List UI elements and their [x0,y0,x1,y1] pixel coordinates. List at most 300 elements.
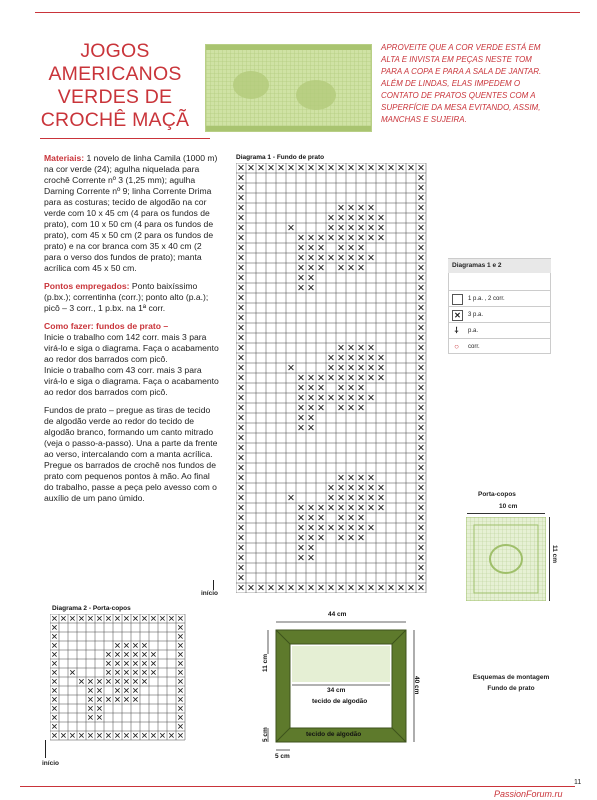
cross-stitch-mark: ✕ [297,383,305,395]
cross-stitch-mark: ✕ [95,712,104,723]
cross-stitch-mark: ✕ [307,383,315,395]
cross-stitch-mark: ✕ [417,473,425,485]
cross-stitch-mark: ✕ [122,667,131,678]
cross-stitch-mark: ✕ [327,393,335,405]
howto-p2: Inicie o trabalho com 43 corr. mais 3 para virá-lo e siga o diagrama. Faça o acabamento ao redor dos barrados com picô. [44,365,219,397]
cross-stitch-mark: ✕ [417,333,425,345]
cross-stitch-mark: ✕ [377,363,385,375]
title-underline [40,138,210,139]
cross-stitch-mark: ✕ [347,203,355,215]
cross-stitch-mark: ✕ [176,649,185,660]
cross-stitch-mark: ✕ [367,233,375,245]
cross-stitch-mark: ✕ [347,533,355,545]
cross-stitch-mark: ✕ [77,730,86,741]
cross-stitch-mark: ✕ [237,233,245,245]
cross-stitch-mark: ✕ [104,614,113,624]
cross-stitch-mark: ✕ [357,513,365,525]
cross-stitch-mark: ✕ [417,233,425,245]
cross-stitch-mark: ✕ [367,253,375,265]
cross-stitch-mark: ✕ [131,658,140,669]
cross-stitch-mark: ✕ [357,223,365,235]
cross-stitch-mark: ✕ [176,622,185,633]
cross-stitch-mark: ✕ [377,483,385,495]
assembly-height: 40 cm [413,676,420,695]
cross-stitch-mark: ✕ [176,721,185,732]
cross-stitch-mark: ✕ [122,676,131,687]
cross-stitch-mark: ✕ [50,694,59,705]
cross-stitch-mark: ✕ [337,483,345,495]
cross-stitch-mark: ✕ [377,223,385,235]
cross-stitch-mark: ✕ [417,413,425,425]
cross-stitch-mark: ✕ [337,383,345,395]
cross-stitch-mark: ✕ [50,622,59,633]
cross-stitch-mark: ✕ [417,173,425,185]
cross-stitch-mark: ✕ [417,443,425,455]
cross-stitch-mark: ✕ [287,363,295,375]
cross-stitch-mark: ✕ [104,694,113,705]
cross-stitch-mark: ✕ [122,730,131,741]
diagram1-start-label: início [201,590,218,597]
cross-stitch-mark: ✕ [337,403,345,415]
cross-stitch-mark: ✕ [417,513,425,525]
cross-stitch-mark: ✕ [237,433,245,445]
howto-heading: Como fazer: fundos de prato – [44,321,169,331]
cross-stitch-mark: ✕ [357,493,365,505]
cross-stitch-mark: ✕ [327,223,335,235]
cross-stitch-mark: ✕ [237,323,245,335]
cross-stitch-mark: ✕ [317,263,325,275]
cross-stitch-mark: ✕ [131,676,140,687]
cross-stitch-mark: ✕ [417,293,425,305]
materials-heading: Materiais: [44,153,85,163]
cross-stitch-mark: ✕ [237,403,245,415]
cross-stitch-mark: ✕ [50,703,59,714]
cross-stitch-mark: ✕ [347,393,355,405]
cross-stitch-mark: ✕ [237,223,245,235]
cross-stitch-mark: ✕ [417,563,425,575]
cross-stitch-mark: ✕ [307,543,315,555]
cross-stitch-mark: ✕ [50,667,59,678]
cross-stitch-mark: ✕ [140,649,149,660]
cross-stitch-mark: ✕ [417,433,425,445]
cross-stitch-mark: ✕ [237,483,245,495]
cross-stitch-mark: ✕ [347,523,355,535]
cross-stitch-mark: ✕ [237,563,245,575]
cross-stitch-mark: ✕ [77,676,86,687]
cross-stitch-mark: ✕ [113,685,122,696]
cross-stitch-mark: ✕ [417,543,425,555]
cross-stitch-mark: ✕ [317,233,325,245]
cross-stitch-mark: ✕ [131,649,140,660]
cross-stitch-mark: ✕ [237,273,245,285]
legend-row: 1 p.a. , 2 corr. [448,290,551,307]
cross-stitch-mark: ✕ [86,712,95,723]
diagram2-start-label: início [42,760,59,767]
assembly-left-bottom: 5 cm [262,727,269,742]
cross-stitch-mark: ✕ [237,353,245,365]
legend-title: Diagramas 1 e 2 [448,259,551,273]
cross-stitch-mark: ✕ [417,273,425,285]
assembly-width: 44 cm [328,611,347,618]
cross-stitch-mark: ✕ [237,513,245,525]
cross-stitch-mark: ✕ [86,703,95,714]
cross-stitch-mark: ✕ [237,203,245,215]
cross-stitch-mark: ✕ [417,203,425,215]
cross-stitch-mark: ✕ [327,253,335,265]
cross-stitch-mark: ✕ [417,363,425,375]
cross-stitch-mark: ✕ [417,253,425,265]
cross-stitch-mark: ✕ [297,583,305,593]
cross-stitch-mark: ✕ [337,583,345,593]
cross-stitch-mark: ✕ [140,658,149,669]
cross-stitch-mark: ✕ [317,583,325,593]
cross-stitch-mark: ✕ [417,263,425,275]
cross-stitch-mark: ✕ [357,363,365,375]
cross-stitch-mark: ✕ [104,658,113,669]
cross-stitch-mark: ✕ [158,614,167,624]
cross-stitch-mark: ✕ [297,243,305,255]
cross-stitch-mark: ✕ [122,614,131,624]
cross-stitch-mark: ✕ [367,393,375,405]
assembly-caption: Esquemas de montagem Fundo de prato [472,674,550,692]
howto-p3: Fundos de prato – pregue as tiras de tecido de algodão verde ao redor do tecido de algodão branco, formando um canto mitrado (veja o passo-a-passo). Una a parte da frente ao verso, intercalando com a manta acrílica. Pregue os barrados de crochê nos fundos de prato com pequenos pontos à mão. Ao final do trabalho, passe a peça pelo avesso com o auxílio de um pano úmido. [44,405,218,503]
cross-stitch-mark: ✕ [317,403,325,415]
coaster-width-line [467,513,545,514]
cross-stitch-mark: ✕ [77,614,86,624]
cross-stitch-mark: ✕ [417,163,425,175]
cross-stitch-mark: ✕ [307,523,315,535]
cross-stitch-mark: ✕ [297,263,305,275]
cross-stitch-mark: ✕ [237,503,245,515]
cross-stitch-mark: ✕ [113,676,122,687]
cross-stitch-mark: ✕ [237,293,245,305]
cross-stitch-mark: ✕ [297,533,305,545]
cross-stitch-mark: ✕ [277,163,285,175]
chain-symbol-icon: ○ [454,342,459,351]
cross-stitch-mark: ✕ [307,423,315,435]
cross-stitch-mark: ✕ [357,373,365,385]
cross-stitch-mark: ✕ [307,403,315,415]
cross-stitch-mark: ✕ [237,193,245,205]
cross-stitch-mark: ✕ [50,614,59,624]
cross-stitch-mark: ✕ [176,685,185,696]
cross-stitch-mark: ✕ [237,523,245,535]
cross-stitch-mark: ✕ [307,553,315,565]
cross-stitch-mark: ✕ [167,614,176,624]
cross-stitch-mark: ✕ [347,363,355,375]
cross-stitch-mark: ✕ [287,583,295,593]
top-rule [35,12,580,13]
cross-stitch-mark: ✕ [367,473,375,485]
cross-stitch-mark: ✕ [327,353,335,365]
cross-stitch-mark: ✕ [417,483,425,495]
cross-stitch-mark: ✕ [307,253,315,265]
cross-stitch-mark: ✕ [357,483,365,495]
cross-stitch-mark: ✕ [50,712,59,723]
cross-stitch-mark: ✕ [297,413,305,425]
cross-stitch-mark: ✕ [417,283,425,295]
cross-stitch-mark: ✕ [327,483,335,495]
cross-stitch-mark: ✕ [307,263,315,275]
cross-stitch-mark: ✕ [237,583,245,593]
cross-stitch-mark: ✕ [122,685,131,696]
assembly-bottom: 5 cm [275,753,290,760]
cross-stitch-mark: ✕ [417,393,425,405]
cross-stitch-mark: ✕ [327,233,335,245]
cross-stitch-mark: ✕ [347,493,355,505]
cross-stitch-mark: ✕ [317,513,325,525]
cross-stitch-mark: ✕ [176,614,185,624]
cross-stitch-mark: ✕ [337,343,345,355]
cross-stitch-mark: ✕ [317,393,325,405]
howto-heading-line [44,321,220,332]
cross-stitch-mark: ✕ [297,523,305,535]
cross-stitch-mark: ✕ [357,163,365,175]
cross-stitch-mark: ✕ [357,353,365,365]
cross-stitch-mark: ✕ [417,463,425,475]
cross-stitch-mark: ✕ [237,543,245,555]
cross-stitch-mark: ✕ [95,694,104,705]
stitches-heading: Pontos empregados: [44,281,130,291]
cross-stitch-mark: ✕ [104,730,113,741]
cross-stitch-mark: ✕ [140,730,149,741]
cross-stitch-mark: ✕ [317,163,325,175]
cross-stitch-mark: ✕ [317,383,325,395]
cross-stitch-mark: ✕ [131,685,140,696]
cross-stitch-mark: ✕ [317,523,325,535]
cross-stitch-mark: ✕ [237,263,245,275]
cross-stitch-mark: ✕ [50,640,59,651]
cross-stitch-mark: ✕ [237,473,245,485]
cross-stitch-mark: ✕ [367,523,375,535]
legend-row: ○ corr. [448,338,551,355]
cross-stitch-mark: ✕ [113,694,122,705]
cross-stitch-mark: ✕ [347,243,355,255]
cross-stitch-mark: ✕ [113,658,122,669]
diagram1-title: Diagrama 1 - Fundo de prato [236,154,325,161]
cross-stitch-mark: ✕ [367,353,375,365]
diagram2-title: Diagrama 2 - Porta-copos [52,605,131,612]
cross-stitch-mark: ✕ [95,614,104,624]
cross-stitch-mark: ✕ [95,676,104,687]
cross-stitch-mark: ✕ [337,493,345,505]
cross-stitch-mark: ✕ [104,649,113,660]
cross-stitch-mark: ✕ [377,493,385,505]
cross-stitch-mark: ✕ [287,493,295,505]
cross-stitch-mark: ✕ [237,173,245,185]
cross-stitch-mark: ✕ [59,614,68,624]
cross-stitch-mark: ✕ [347,223,355,235]
cross-stitch-mark: ✕ [59,730,68,741]
diagram1-start-line [213,580,214,590]
cross-stitch-mark: ✕ [357,343,365,355]
cross-stitch-mark: ✕ [176,631,185,642]
cross-stitch-mark: ✕ [357,213,365,225]
cross-stitch-mark: ✕ [237,493,245,505]
cross-stitch-mark: ✕ [417,183,425,195]
cross-stitch-mark: ✕ [297,273,305,285]
cross-stitch-mark: ✕ [367,213,375,225]
cross-stitch-mark: ✕ [357,203,365,215]
cross-stitch-mark: ✕ [176,640,185,651]
cross-stitch-mark: ✕ [417,243,425,255]
cross-stitch-mark: ✕ [237,573,245,585]
cross-stitch-mark: ✕ [237,533,245,545]
cross-stitch-mark: ✕ [337,213,345,225]
cross-stitch-mark: ✕ [50,676,59,687]
cross-stitch-mark: ✕ [377,213,385,225]
intro-text: APROVEITE QUE A COR VERDE ESTÁ EM ALTA E INVISTA EM PEÇAS NESTE TOM PARA A COPA E PARA A SALA DE JANTAR. ALÉM DE LINDAS, ELAS IMPEDEM O CONTATO DE PRATOS QUENTES COM A SUPERFÍCIE DA MESA EVITANDO, ASSIM, MANCHAS E SUJEIRA. [381,43,542,124]
cross-stitch-mark: ✕ [297,543,305,555]
diagram2-start-line [45,740,46,758]
cross-stitch-mark: ✕ [104,676,113,687]
cross-stitch-mark: ✕ [307,233,315,245]
cross-stitch-mark: ✕ [417,453,425,465]
cross-stitch-mark: ✕ [237,463,245,475]
cross-stitch-mark: ✕ [68,667,77,678]
cross-stitch-mark: ✕ [417,313,425,325]
cross-stitch-mark: ✕ [149,614,158,624]
cross-stitch-mark: ✕ [347,513,355,525]
cross-stitch-mark: ✕ [297,503,305,515]
cross-stitch-mark: ✕ [86,730,95,741]
cross-stitch-mark: ✕ [122,649,131,660]
cross-stitch-mark: ✕ [237,243,245,255]
cross-stitch-mark: ✕ [237,313,245,325]
placemat-photo [205,44,372,132]
cross-stitch-mark: ✕ [397,163,405,175]
cross-stitch-mark: ✕ [337,163,345,175]
cross-stitch-mark: ✕ [267,163,275,175]
cross-stitch-mark: ✕ [307,393,315,405]
cross-stitch-mark: ✕ [287,163,295,175]
cross-stitch-mark: ✕ [237,393,245,405]
cross-stitch-mark: ✕ [337,263,345,275]
cross-stitch-mark: ✕ [131,640,140,651]
cross-stitch-mark: ✕ [377,583,385,593]
page-title: JOGOS AMERICANOS VERDES DE CROCHÊ MAÇÃ [40,40,190,131]
cross-stitch-mark: ✕ [95,703,104,714]
cross-stitch-mark: ✕ [307,533,315,545]
cross-stitch-mark: ✕ [50,685,59,696]
cross-stitch-mark: ✕ [417,523,425,535]
cross-stitch-mark: ✕ [367,223,375,235]
cross-stitch-mark: ✕ [327,523,335,535]
cross-stitch-mark: ✕ [95,730,104,741]
cross-stitch-mark: ✕ [113,649,122,660]
cross-stitch-mark: ✕ [140,676,149,687]
cross-stitch-mark: ✕ [337,503,345,515]
cross-stitch-mark: ✕ [417,573,425,585]
cross-stitch-mark: ✕ [417,533,425,545]
cross-stitch-mark: ✕ [237,163,245,175]
cross-stitch-mark: ✕ [237,453,245,465]
cross-stitch-mark: ✕ [297,513,305,525]
cross-stitch-mark: ✕ [417,213,425,225]
legend-row: ⸸ p.a. [448,322,551,339]
cross-stitch-mark: ✕ [357,583,365,593]
howto-p1: Inicie o trabalho com 142 corr. mais 3 para virá-lo e siga o diagrama. Faça o acabamento ao redor dos barrados com picô. [44,332,219,364]
cross-stitch-mark: ✕ [417,553,425,565]
cross-stitch-mark: ✕ [377,163,385,175]
cross-stitch-mark: ✕ [50,658,59,669]
cross-stitch-mark: ✕ [237,343,245,355]
coaster-height: 11 cm [551,545,558,564]
cross-stitch-mark: ✕ [307,283,315,295]
cross-stitch-mark: ✕ [176,730,185,741]
cross-stitch-mark: ✕ [237,383,245,395]
assembly-outer-fabric: tecido de algodão [306,731,362,738]
instructions [44,153,220,511]
cross-stitch-mark: ✕ [327,363,335,375]
cross-stitch-mark: ✕ [347,353,355,365]
cross-stitch-mark: ✕ [86,676,95,687]
cross-stitch-mark: ✕ [297,253,305,265]
cross-stitch-mark: ✕ [367,373,375,385]
cross-stitch-mark: ✕ [357,383,365,395]
cross-stitch-mark: ✕ [357,473,365,485]
cross-stitch-mark: ✕ [176,712,185,723]
bottom-rule [20,786,575,787]
cross-stitch-mark: ✕ [86,694,95,705]
cross-stitch-mark: ✕ [113,730,122,741]
cross-stitch-mark: ✕ [347,213,355,225]
cross-stitch-mark: ✕ [237,253,245,265]
cross-stitch-mark: ✕ [337,363,345,375]
cross-stitch-mark: ✕ [317,373,325,385]
cross-stitch-mark: ✕ [176,694,185,705]
cross-stitch-mark: ✕ [337,393,345,405]
cross-stitch-mark: ✕ [327,493,335,505]
cross-stitch-mark: ✕ [267,583,275,593]
cross-stitch-mark: ✕ [297,393,305,405]
cross-stitch-mark: ✕ [257,583,265,593]
cross-stitch-mark: ✕ [237,373,245,385]
cross-stitch-mark: ✕ [237,283,245,295]
cross-stitch-mark: ✕ [237,443,245,455]
cross-stitch-mark: ✕ [307,163,315,175]
cross-stitch-mark: ✕ [167,730,176,741]
cross-stitch-mark: ✕ [367,583,375,593]
cross-stitch-mark: ✕ [357,243,365,255]
cross-stitch-mark: ✕ [357,253,365,265]
cross-stitch-mark: ✕ [417,373,425,385]
cross-stitch-mark: ✕ [287,223,295,235]
cross-stitch-mark: ✕ [113,667,122,678]
cross-stitch-mark: ✕ [347,403,355,415]
diagram1-grid [236,163,427,593]
watermark: PassionForum.ru [494,789,563,799]
cross-stitch-mark: ✕ [417,303,425,315]
cross-stitch-mark: ✕ [158,730,167,741]
cross-stitch-mark: ✕ [387,583,395,593]
cross-stitch-mark: ✕ [131,694,140,705]
cross-stitch-mark: ✕ [237,553,245,565]
cross-stitch-mark: ✕ [347,583,355,593]
cross-stitch-mark: ✕ [417,423,425,435]
cross-stitch-mark: ✕ [347,483,355,495]
stitches-text: Ponto baixíssimo (p.bx.); correntinha (corr.); ponto alto (p.a.); picô – 3 corr., 1 p.bx. na 1ª corr. [44,281,209,313]
cross-stitch-mark: ✕ [337,523,345,535]
cross-stitch-mark: ✕ [317,253,325,265]
cross-stitch-mark: ✕ [367,203,375,215]
cross-stitch-mark: ✕ [50,721,59,732]
cross-stitch-mark: ✕ [417,323,425,335]
cross-stitch-mark: ✕ [367,163,375,175]
cross-stitch-mark: ✕ [247,163,255,175]
cross-stitch-mark: ✕ [347,383,355,395]
cross-stitch-mark: ✕ [237,413,245,425]
